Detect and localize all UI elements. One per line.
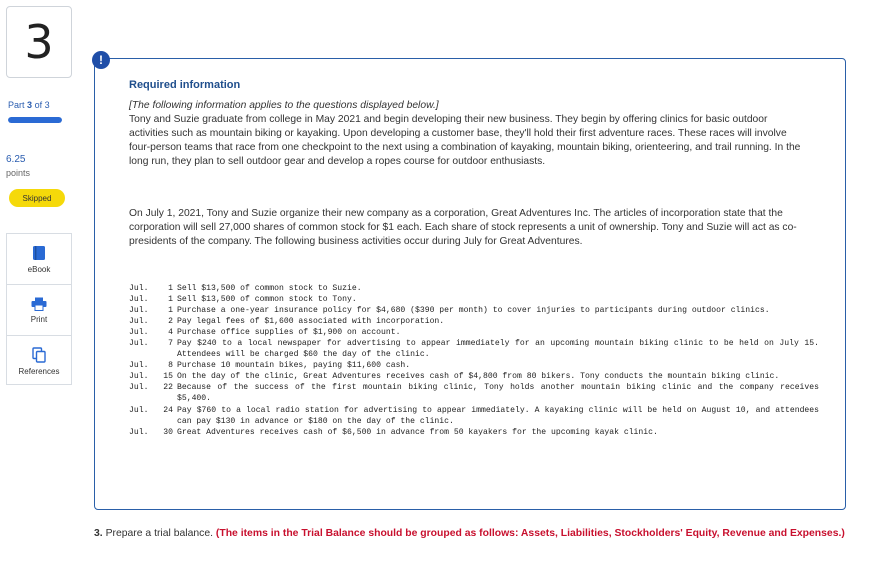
transaction-row (129, 360, 819, 371)
tx-month: Jul. (129, 284, 149, 293)
tx-text: Purchase 10 mountain bikes, paying $11,600 cash. (177, 361, 411, 371)
intro-paragraph-1: Tony and Suzie graduate from college in May 2021 and begin developing their new business. They begin by offering clinics for basic outdoor activities such as mountain biking or kayaking. Upon developing a customer base, they'll hold their first adventure races. These races will involve four-person teams that race from one checkpoint to the next using a combination of kayaking, mountain biking, orienteering, and trail running. In the long run, they plan to sell outdoor gear and develop a ropes course for outdoor enthusiasts. (129, 113, 801, 167)
required-information-panel (94, 58, 846, 510)
tx-day: 22 (163, 383, 173, 393)
tx-day: 1 (168, 295, 173, 305)
ebook-label: eBook (27, 264, 51, 274)
intro-paragraph-2: On July 1, 2021, Tony and Suzie organize their new company as a corporation, Great Adventures Inc. The articles of incorporation state that the corporation will sell 27,000 shares of common stock for $1 each. Each share of stock represents a unit of ownership. Tony and Suzie will act as co-presidents of the company. The following business activities occur during July for Great Adventures. (129, 208, 797, 247)
question-number-box (6, 6, 72, 78)
book-icon (32, 245, 46, 261)
part-progress-fill (8, 117, 62, 123)
tx-text: Sell $13,500 of common stock to Tony. (177, 295, 357, 305)
ebook-button[interactable] (7, 234, 71, 285)
transaction-row (129, 405, 819, 427)
transaction-row (129, 294, 819, 305)
print-label: Print (30, 314, 48, 324)
points-value: 6.25 (6, 154, 26, 165)
references-label: References (18, 366, 60, 376)
intro-text (129, 99, 809, 169)
printer-icon (31, 297, 47, 311)
points-label: points (6, 168, 31, 178)
tx-text: Purchase a one-year insurance policy for $4,680 ($390 per month) to cover injuries to participants during outdoor clinics. (177, 306, 770, 316)
tx-day: 24 (163, 405, 173, 415)
tx-day: 15 (163, 372, 173, 382)
tx-month: Jul. (129, 295, 149, 305)
transaction-row (129, 382, 819, 404)
tx-day: 4 (168, 328, 173, 338)
transaction-row (129, 283, 819, 294)
tx-text: Great Adventures receives cash of $6,500 in advance from 50 kayakers for the upcoming kayak clinic. (177, 427, 658, 437)
transaction-row (129, 371, 819, 382)
tx-month: Jul. (129, 427, 149, 437)
tx-month: Jul. (129, 328, 149, 338)
tx-month: Jul. (129, 339, 149, 349)
tx-month: Jul. (129, 317, 149, 327)
part-current: 3 (27, 100, 33, 110)
alert-icon: ! (92, 51, 110, 69)
tx-month: Jul. (129, 372, 149, 382)
tx-month: Jul. (129, 361, 149, 371)
transaction-list (129, 283, 819, 438)
question-instruction: Prepare a trial balance. (105, 528, 213, 539)
tx-day: 2 (168, 317, 173, 327)
tx-month: Jul. (129, 306, 149, 316)
part-prefix: Part (8, 100, 25, 110)
tx-text: Because of the success of the first mountain biking clinic, Tony holds another mountain biking clinic and the company receives $5,400. (177, 383, 819, 404)
resources-panel (6, 233, 72, 385)
tx-text: Sell $13,500 of common stock to Suzie. (177, 284, 362, 293)
tx-month: Jul. (129, 383, 149, 393)
tx-day: 1 (168, 284, 173, 293)
print-button[interactable] (7, 285, 71, 336)
tx-text: On the day of the clinic, Great Adventures receives cash of $4,800 from 80 bikers. Tony conducts the mountain biking clinic. (177, 372, 780, 382)
tx-day: 8 (168, 361, 173, 371)
tx-day: 30 (163, 427, 173, 437)
tx-text: Pay $760 to a local radio station for advertising to appear immediately. A kayaking clinic will be held on August 10, and attendees can pay $130 in advance or $180 on the day of the clinic. (177, 405, 819, 426)
transaction-row (129, 338, 819, 360)
status-badge: Skipped (9, 189, 65, 207)
tx-month: Jul. (129, 405, 149, 415)
required-title: Required information (129, 79, 241, 91)
part-progress-bar (8, 117, 62, 123)
transaction-row (129, 305, 819, 316)
intro-note: [The following information applies to the questions displayed below.] (129, 100, 439, 111)
references-button[interactable] (7, 336, 71, 386)
transaction-row (129, 427, 819, 438)
part-indicator (8, 100, 50, 110)
tx-day: 7 (168, 339, 173, 349)
tx-text: Pay $240 to a local newspaper for advertising to appear immediately for an upcoming mountain biking clinic to be held on July 15. Attendees will be charged $60 the day of the clinic. (177, 339, 819, 360)
tx-text: Purchase office supplies of $1,900 on account. (177, 328, 401, 338)
transaction-row (129, 327, 819, 338)
question-grouping-note: (The items in the Trial Balance should be grouped as follows: Assets, Liabilities, Stockholders' Equity, Revenue and Expenses.) (215, 528, 845, 539)
tx-text: Pay legal fees of $1,600 associated with incorporation. (177, 317, 445, 327)
tx-day: 1 (168, 306, 173, 316)
copy-icon (32, 347, 46, 363)
question-number: 3 (24, 15, 54, 69)
transaction-row (129, 316, 819, 327)
part-total: of 3 (34, 100, 50, 110)
question-prompt-number: 3. (94, 528, 103, 539)
question-prompt (94, 527, 854, 541)
